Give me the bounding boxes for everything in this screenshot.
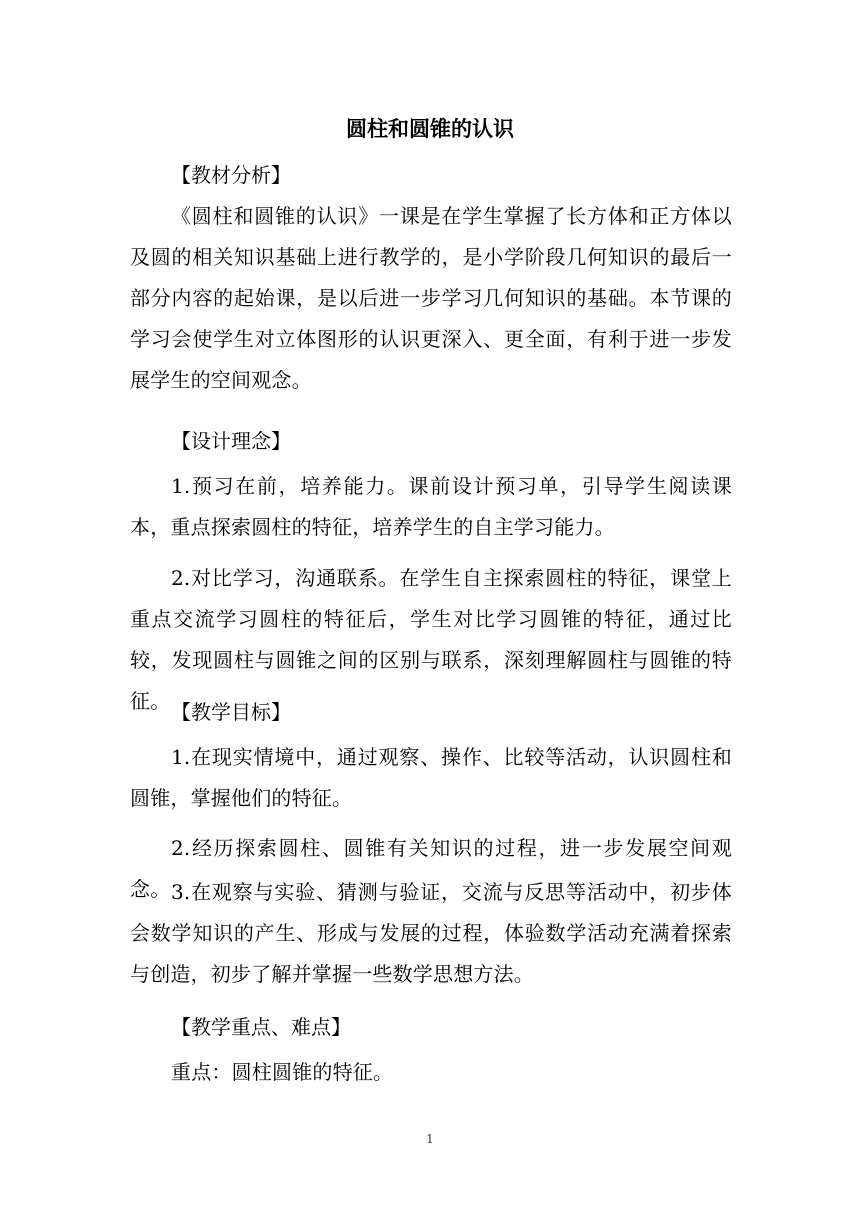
paragraph-teaching-goal-3: 3.在观察与实验、猜测与验证，交流与反思等活动中，初步体会数学知识的产生、形成与发展的过程，体验数学活动充满着探索与创造，初步了解并掌握一些数学思想方法。 <box>130 880 732 986</box>
paragraph-teaching-goal-2: 2.经历探索圆柱、圆锥有关知识的过程，进一步发展空间观念。 <box>130 836 732 901</box>
paragraph-design-concept-1: 1.预习在前，培养能力。课前设计预习单，引导学生阅读课本，重点探索圆柱的特征，培养学生的自主学习能力。 <box>130 474 732 539</box>
section-heading-design-concept: 【设计理念】 <box>171 429 291 453</box>
paragraph-teaching-goal-1: 1.在现实情境中，通过观察、操作、比较等活动，认识圆柱和圆锥，掌握他们的特征。 <box>130 745 732 810</box>
section-heading-teaching-goals: 【教学目标】 <box>171 700 291 724</box>
document-title: 圆柱和圆锥的认识 <box>346 116 514 141</box>
paragraph-key-point: 重点：圆柱圆锥的特征。 <box>171 1060 394 1084</box>
section-heading-textbook-analysis: 【教材分析】 <box>171 163 291 187</box>
paragraph-design-concept-2: 2.对比学习，沟通联系。在学生自主探索圆柱的特征，课堂上重点交流学习圆柱的特征后，学生对比学习圆锥的特征，通过比较，发现圆柱与圆锥之间的区别与联系，深刻理解圆柱与圆锥的特征。 <box>130 566 732 713</box>
page-number: 1 <box>426 1132 434 1146</box>
section-heading-key-points: 【教学重点、难点】 <box>171 1015 351 1039</box>
paragraph-textbook-analysis: 《圆柱和圆锥的认识》一课是在学生掌握了长方体和正方体以及圆的相关知识基础上进行教学的，是小学阶段几何知识的最后一部分内容的起始课，是以后进一步学习几何知识的基础。本节课的学习会使学生对立体图形的认识更深入、更全面，有利于进一步发展学生的空间观念。 <box>130 204 732 392</box>
